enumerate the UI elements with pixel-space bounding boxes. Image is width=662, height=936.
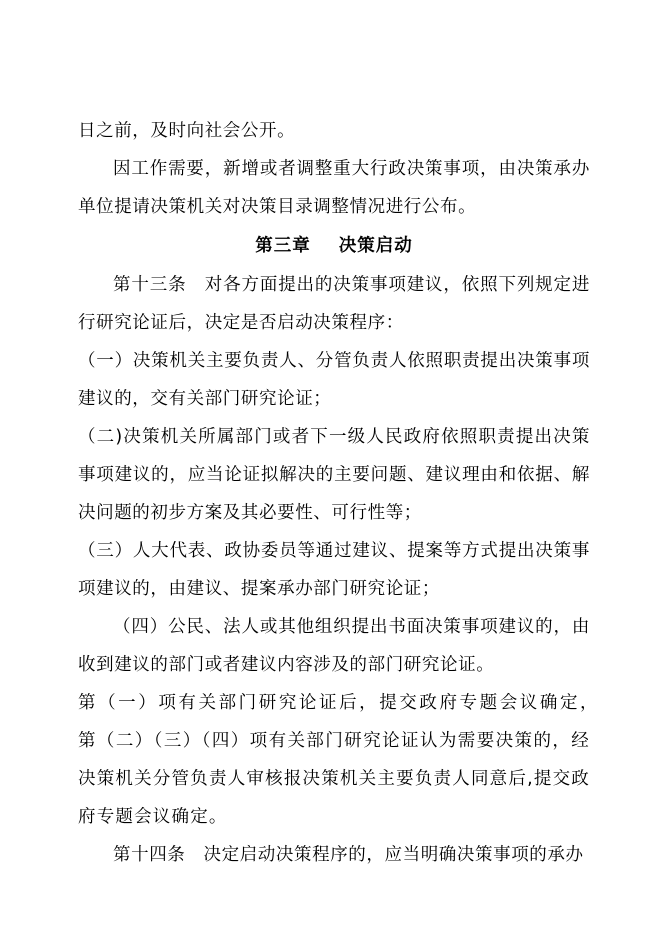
article-13-summary: 第（一）项有关部门研究论证后，提交政府专题会议确定， 第（二）（三）（四）项有关部门研究论证认为需要决策的，经决策机关分管负责人审核报决策机关主要负责人同意后,提交政府专题会议确定。 — [78, 693, 609, 827]
article-13-item-1: （一）决策机关主要负责人、分管负责人依照职责提出决策事项建议的，交有关部门研究论证； — [78, 351, 590, 409]
article-14: 第十四条 决定启动决策程序的，应当明确决策事项的承办 — [113, 845, 584, 865]
paragraph-adjust-announcement: 因工作需要，新增或者调整重大行政决策事项，由决策承办单位提请决策机关对决策目录调整情况进行公布。 — [78, 159, 590, 217]
article-13-item-3: （三）人大代表、政协委员等通过建议、提案等方式提出决策事项建议的，由建议、提案承办部门研究论证； — [78, 541, 590, 599]
article-13-item-4: （四）公民、法人或其他组织提出书面决策事项建议的，由收到建议的部门或者建议内容涉及的部门研究论证。 — [78, 617, 590, 675]
paragraph-open-disclosure: 日之前，及时向社会公开。 — [78, 121, 296, 141]
chapter-heading — [78, 226, 590, 266]
article-13-item-2: （二)决策机关所属部门或者下一级人民政府依照职责提出决策事项建议的，应当论证拟解决的主要问题、建议理由和依据、解决问题的初步方案及其必要性、可行性等； — [78, 427, 590, 523]
document-body — [78, 112, 609, 874]
chapter-number: 第三章 — [255, 236, 311, 256]
chapter-title: 决策启动 — [338, 236, 413, 256]
article-13: 第十三条 对各方面提出的决策事项建议，依照下列规定进行研究论证后，决定是否启动决策程序： — [78, 275, 590, 333]
